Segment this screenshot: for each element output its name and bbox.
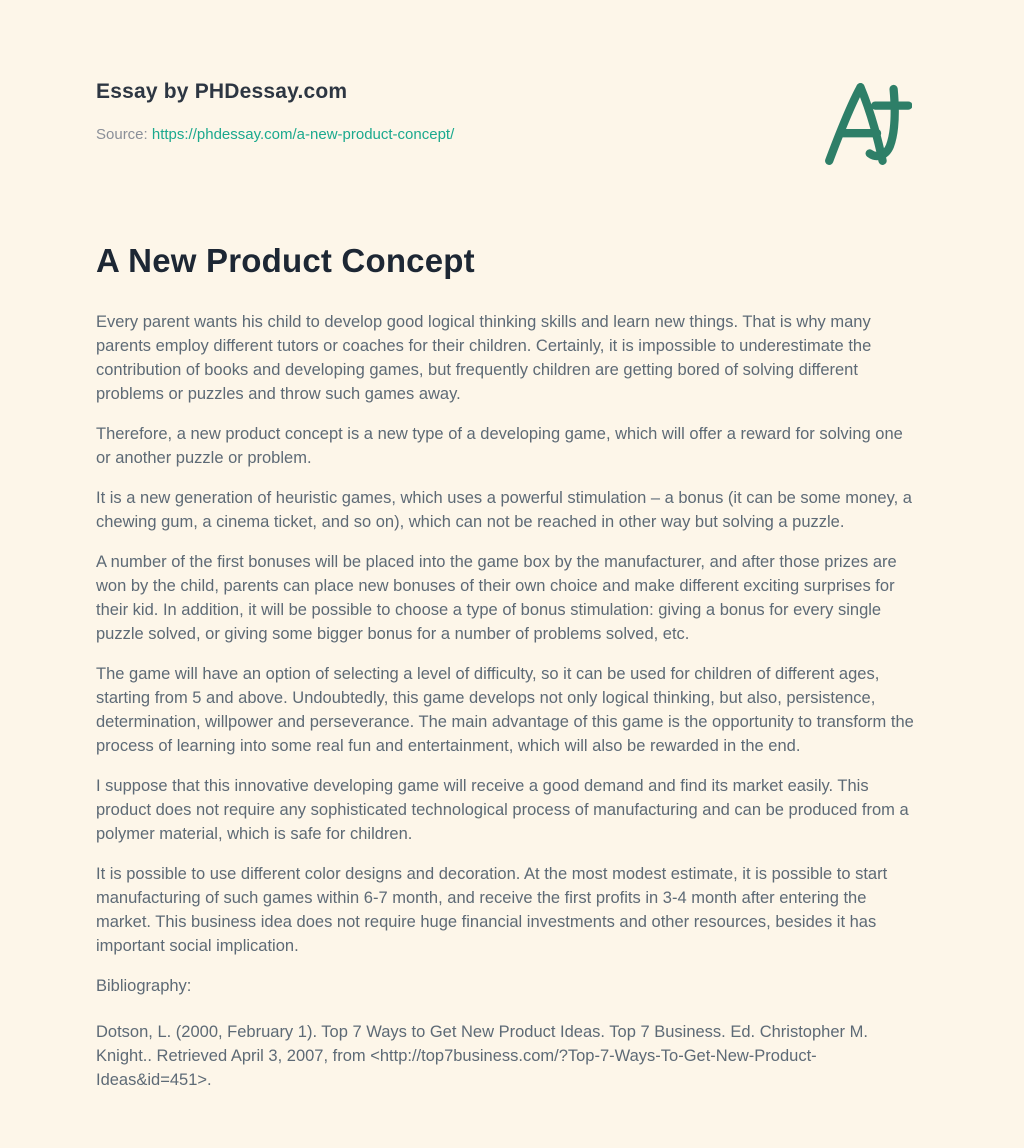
paragraph: Therefore, a new product concept is a new type of a developing game, which will offer a reward for solving one or another puzzle or problem. [96, 425, 903, 467]
page-title: A New Product Concept [96, 242, 475, 279]
paragraph: The game will have an option of selecting a level of difficulty, so it can be used for children of different ages, starting from 5 and above. Undoubtedly, this game develops not only logical thinking, but also, persistence, determination, willpower and perseverance. The main advantage of this game is the opportunity to transform the process of learning into some real fun and entertainment, which will also be rewarded in the end. [96, 665, 914, 755]
source-label: Source: [96, 126, 148, 143]
paragraph: It is a new generation of heuristic games, which uses a powerful stimulation – a bonus (it can be some money, a chewing gum, a cinema ticket, and so on), which can not be reached in other way but solving a puzzle. [96, 489, 912, 531]
source-line [96, 126, 454, 143]
paragraph: I suppose that this innovative developing game will receive a good demand and find its market easily. This product does not require any sophisticated technological process of manufacturing and can be produced from a polymer material, which is safe for children. [96, 777, 909, 843]
brand-block [96, 78, 454, 143]
bibliography-entry: Dotson, L. (2000, February 1). Top 7 Ways to Get New Product Ideas. Top 7 Business. Ed. Christopher M. Knight.. Retrieved April 3, 2007, from <http://top7business.com/?Top-7-Ways-To-Get-New-Product-Ideas&id=451>. [96, 1023, 868, 1089]
paragraph: It is possible to use different color designs and decoration. At the most modest estimate, it is possible to start manufacturing of such games within 6-7 month, and receive the first profits in 3-4 month after entering the market. This business idea does not require huge financial investments and other resources, besides it has important social implication. [96, 865, 888, 955]
phdessay-a-plus-logo-icon [820, 78, 912, 170]
paragraph: Every parent wants his child to develop good logical thinking skills and learn new things. That is why many parents employ different tutors or coaches for their children. Certainly, it is impossible to underestimate the contribution of books and developing games, but frequently children are getting bored of solving different problems or puzzles and throw such games away. [96, 313, 872, 403]
bibliography-label: Bibliography: [96, 977, 192, 995]
article-body [96, 310, 920, 1092]
brand-title: Essay by PHDessay.com [96, 80, 348, 103]
page-header [96, 78, 920, 170]
paragraph: A number of the first bonuses will be placed into the game box by the manufacturer, and after those prizes are won by the child, parents can place new bonuses of their own choice and make different exciting surprises for their kid. In addition, it will be possible to choose a type of bonus stimulation: giving a bonus for every single puzzle solved, or giving some bigger bonus for a number of problems solved, etc. [96, 553, 897, 643]
source-url-link[interactable]: https://phdessay.com/a-new-product-concept/ [151, 126, 455, 143]
